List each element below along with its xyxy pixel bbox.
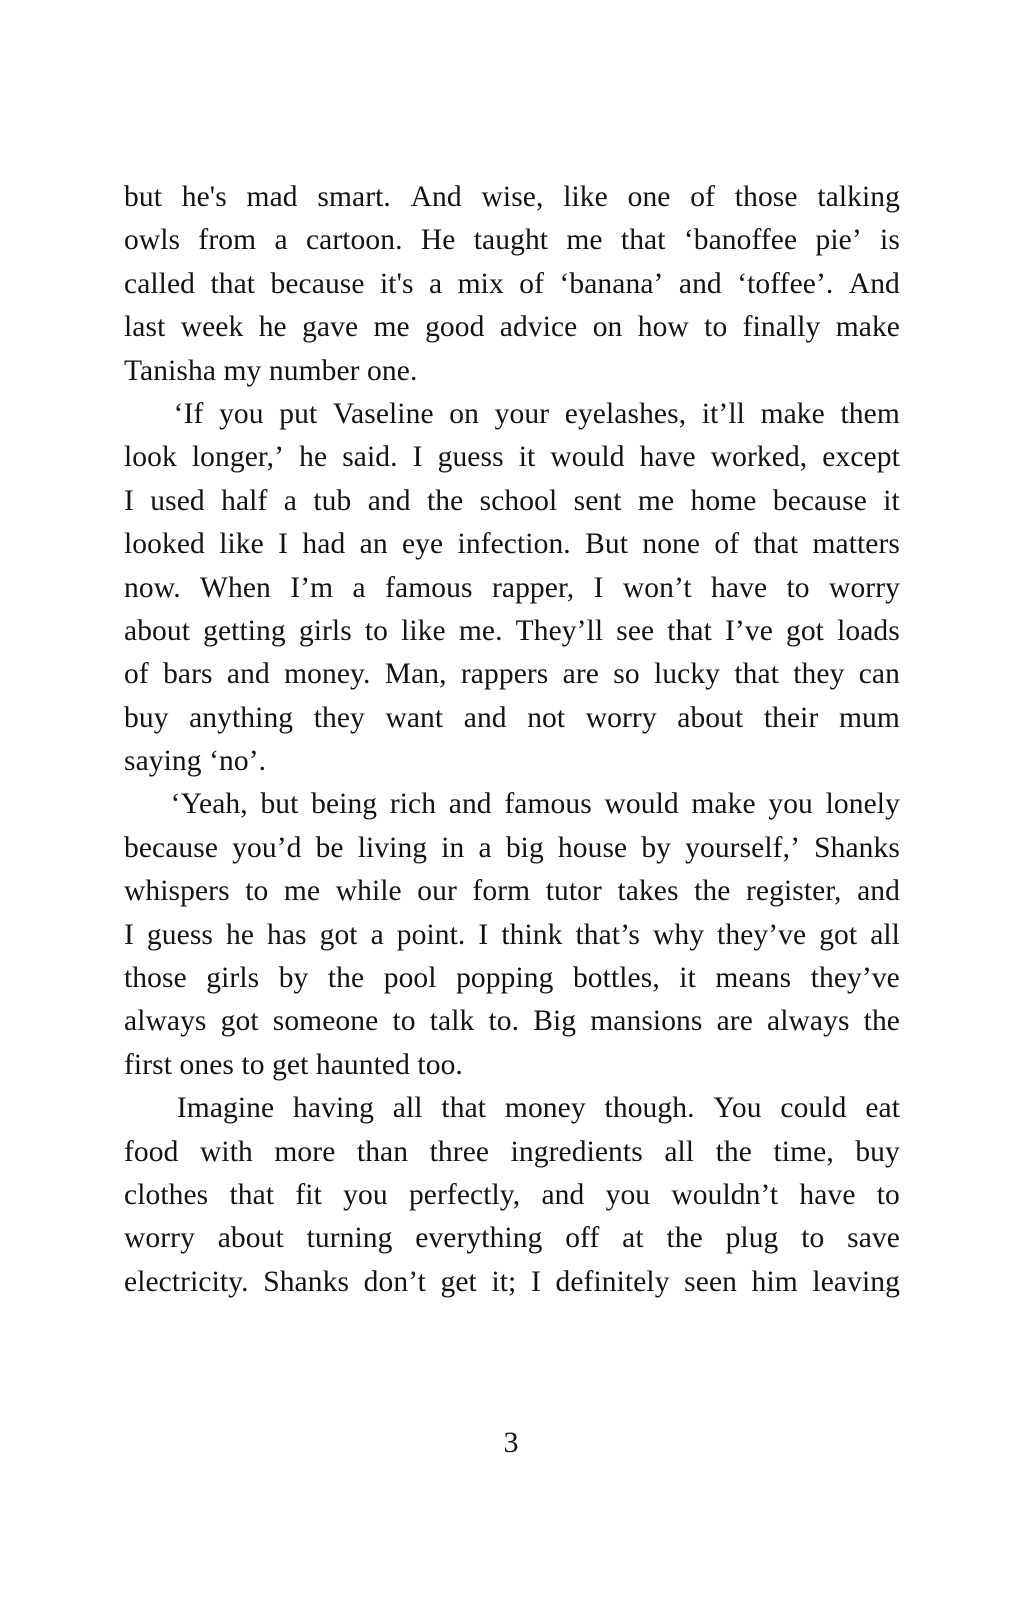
word: bars	[163, 658, 213, 691]
word: money	[504, 1092, 586, 1125]
word: a	[274, 224, 288, 257]
word: pie’	[815, 224, 862, 257]
word: me.	[458, 614, 503, 647]
word: than	[356, 1135, 409, 1168]
text-line	[124, 1000, 900, 1043]
word: matters	[812, 528, 900, 561]
word: whispers	[124, 875, 230, 908]
word: while	[335, 875, 402, 908]
word: last	[124, 311, 166, 344]
word: living	[357, 831, 428, 864]
word: anything	[189, 701, 294, 734]
word: but	[260, 788, 299, 821]
word: Vaseline	[332, 397, 434, 430]
word: Imagine	[176, 1092, 275, 1125]
word: because	[124, 831, 219, 864]
word: perfectly,	[408, 1178, 521, 1211]
word: eat	[865, 1092, 900, 1125]
word: save	[847, 1222, 900, 1255]
word: But	[585, 528, 629, 561]
word: worry	[124, 1222, 195, 1255]
word: and	[448, 788, 492, 821]
word: except	[822, 441, 900, 474]
word: and	[463, 701, 507, 734]
word: You	[713, 1092, 762, 1125]
word: those	[734, 181, 798, 213]
text-line: Tanisha my number one.	[124, 354, 418, 387]
word: everything	[415, 1222, 543, 1255]
word: the	[863, 1005, 900, 1038]
word: smart.	[317, 181, 391, 213]
word: home	[690, 484, 757, 517]
word: rich	[389, 788, 437, 821]
word: to	[801, 1222, 825, 1255]
word: being	[311, 788, 378, 821]
word: guess	[146, 918, 213, 951]
word: turning	[306, 1222, 393, 1255]
word: mad	[246, 181, 298, 213]
word: all	[664, 1135, 695, 1168]
word: see	[616, 614, 655, 647]
word: eyelashes,	[564, 397, 687, 430]
word: I	[124, 918, 134, 951]
word: I’m	[290, 571, 334, 604]
word: them	[840, 397, 900, 430]
word: I	[530, 1265, 541, 1298]
word: an	[359, 528, 388, 561]
word: would	[604, 788, 679, 821]
word: gave	[302, 311, 359, 344]
word: like	[219, 528, 264, 561]
text-line: saying ‘no’.	[124, 745, 267, 778]
word: loads	[837, 614, 900, 647]
word: to	[364, 614, 389, 647]
text-line	[124, 783, 900, 826]
paragraph-indent	[124, 783, 158, 826]
word: you	[219, 397, 264, 430]
word: he	[225, 918, 255, 951]
word: cartoon.	[305, 224, 403, 257]
word: bottles,	[572, 962, 660, 995]
word: taught	[473, 224, 549, 257]
word: our	[417, 875, 457, 908]
word: worry	[829, 571, 900, 604]
word: is	[880, 224, 900, 257]
word: a	[352, 571, 366, 604]
word: they’ve	[717, 918, 807, 951]
word: guess	[437, 441, 504, 474]
word: look	[124, 441, 177, 474]
word: ‘banoffee	[683, 224, 798, 257]
word: Big	[533, 1005, 577, 1038]
word: owls	[124, 224, 181, 257]
text-line	[124, 697, 900, 740]
word: ‘Yeah,	[170, 788, 248, 821]
text-line	[124, 1174, 900, 1217]
word: of	[714, 528, 740, 561]
word: plug	[725, 1222, 779, 1255]
word: I	[412, 441, 423, 474]
word: Shanks	[263, 1265, 350, 1298]
text-line	[124, 1217, 900, 1260]
word: week	[180, 311, 244, 344]
word: don’t	[363, 1265, 426, 1298]
text-line	[124, 1131, 900, 1174]
paragraph-indent	[124, 393, 158, 436]
word: longer,’	[191, 441, 285, 474]
word: could	[780, 1092, 847, 1125]
word: all	[870, 918, 900, 951]
word: to	[245, 875, 269, 908]
word: are	[562, 658, 599, 691]
word: said.	[342, 441, 398, 474]
word: it's	[380, 267, 414, 300]
word: takes	[617, 875, 679, 908]
text-line	[124, 306, 900, 349]
text-line	[124, 176, 900, 219]
word: yourself,’	[685, 831, 800, 864]
text-line	[124, 393, 900, 436]
word: finally	[742, 311, 821, 344]
word: definitely	[555, 1265, 670, 1298]
word: getting	[203, 614, 286, 647]
word: to	[876, 1178, 900, 1211]
word: famous	[385, 571, 473, 604]
word: I’ve	[725, 614, 773, 647]
word: form	[472, 875, 531, 908]
word: in	[441, 831, 465, 864]
text-line: first ones to get haunted too.	[124, 1048, 463, 1081]
word: someone	[272, 1005, 379, 1038]
word: on	[449, 397, 479, 430]
word: me	[566, 224, 603, 257]
word: mansions	[590, 1005, 703, 1038]
word: popping	[456, 962, 554, 995]
word: they	[313, 701, 365, 734]
word: And	[410, 181, 462, 213]
word: got	[785, 614, 824, 647]
word: more	[274, 1135, 336, 1168]
word: and	[541, 1178, 585, 1211]
word: he	[258, 311, 287, 344]
word: but	[124, 181, 162, 213]
word: make	[691, 788, 756, 821]
text-line	[124, 653, 900, 696]
word: off	[565, 1222, 600, 1255]
word: talking	[817, 181, 900, 213]
word: tutor	[545, 875, 602, 908]
word: tub	[313, 484, 352, 517]
word: they’ve	[810, 962, 900, 995]
word: worry	[585, 701, 657, 734]
word: that	[210, 267, 256, 300]
word: have	[639, 441, 696, 474]
word: girls	[298, 614, 352, 647]
word: always	[767, 1005, 850, 1038]
word: ingredients	[510, 1135, 643, 1168]
word: got	[319, 918, 358, 951]
word: a	[370, 918, 384, 951]
word: about	[124, 614, 191, 647]
word: me	[373, 311, 410, 344]
word: having	[293, 1092, 374, 1125]
word: me	[283, 875, 321, 908]
word: means	[715, 962, 792, 995]
word: that	[441, 1092, 487, 1125]
text-line	[124, 610, 900, 653]
word: buy	[124, 701, 169, 734]
word: and	[226, 658, 270, 691]
word: I	[278, 528, 289, 561]
word: from	[198, 224, 257, 257]
word: of	[690, 181, 716, 213]
word: girls	[206, 962, 260, 995]
word: and	[367, 484, 411, 517]
text-line	[124, 263, 900, 306]
word: with	[200, 1135, 253, 1168]
word: big	[505, 831, 544, 864]
word: got	[819, 918, 858, 951]
word: make	[835, 311, 900, 344]
word: how	[637, 311, 689, 344]
word: that	[734, 658, 779, 691]
word: that	[667, 614, 712, 647]
word: all	[392, 1092, 423, 1125]
word: electricity.	[124, 1265, 249, 1298]
word: money.	[284, 658, 371, 691]
word: When	[200, 571, 271, 604]
text-line	[124, 480, 900, 523]
word: called	[124, 267, 196, 300]
word: rapper,	[491, 571, 575, 604]
word: pool	[383, 962, 437, 995]
word: of	[519, 267, 545, 300]
word: that	[753, 528, 799, 561]
word: fit	[295, 1178, 322, 1211]
text-line	[124, 567, 900, 610]
word: And	[848, 267, 900, 300]
word: rappers	[460, 658, 549, 691]
word: about	[217, 1222, 284, 1255]
word: want	[385, 701, 444, 734]
word: the	[426, 484, 464, 517]
word: to.	[488, 1005, 520, 1038]
word: I	[478, 918, 489, 951]
word: three	[429, 1135, 490, 1168]
word: to	[786, 571, 810, 604]
text-line	[124, 957, 900, 1000]
word: it	[883, 484, 900, 517]
word: seen	[684, 1265, 737, 1298]
word: those	[124, 962, 187, 995]
word: though.	[604, 1092, 695, 1125]
word: why	[652, 918, 705, 951]
word: to	[704, 311, 728, 344]
word: point.	[396, 918, 466, 951]
word: lonely	[825, 788, 900, 821]
word: a	[283, 484, 297, 517]
word: the	[327, 962, 365, 995]
word: not	[527, 701, 566, 734]
word: looked	[124, 528, 205, 561]
word: you	[605, 1178, 651, 1211]
word: ‘banana’	[559, 267, 664, 300]
page-text-block	[124, 176, 900, 1304]
word: of	[124, 658, 149, 691]
word: had	[302, 528, 346, 561]
word: house	[557, 831, 628, 864]
word: clothes	[124, 1178, 209, 1211]
word: used	[150, 484, 205, 517]
word: infection.	[457, 528, 571, 561]
word: I	[593, 571, 604, 604]
word: by	[641, 831, 672, 864]
word: get	[440, 1265, 477, 1298]
word: now.	[124, 571, 181, 604]
word: would	[550, 441, 625, 474]
word: one	[627, 181, 671, 213]
word: Shanks	[814, 831, 900, 864]
word: ‘toffee’.	[737, 267, 834, 300]
word: it’ll	[701, 397, 745, 430]
word: you	[343, 1178, 388, 1211]
text-line	[124, 436, 900, 479]
word: he	[299, 441, 328, 474]
word: make	[760, 397, 825, 430]
word: always	[124, 1005, 207, 1038]
word: time,	[773, 1135, 834, 1168]
word: by	[278, 962, 309, 995]
word: they	[793, 658, 845, 691]
word: Man,	[384, 658, 447, 691]
paragraph	[124, 1087, 900, 1304]
word: your	[494, 397, 550, 430]
word: it	[679, 962, 696, 995]
word: him	[751, 1265, 798, 1298]
word: the	[694, 875, 731, 908]
word: school	[479, 484, 558, 517]
word: talk	[429, 1005, 475, 1038]
paragraph-indent	[124, 1087, 158, 1130]
word: so	[613, 658, 640, 691]
word: to	[392, 1005, 416, 1038]
word: about	[677, 701, 744, 734]
word: ‘If	[173, 397, 204, 430]
word: eye	[401, 528, 444, 561]
word: wise,	[481, 181, 544, 213]
word: put	[279, 397, 318, 430]
word: good	[425, 311, 485, 344]
word: half	[221, 484, 268, 517]
word: has	[267, 918, 307, 951]
word: he's	[181, 181, 227, 213]
word: like	[401, 614, 446, 647]
word: buy	[855, 1135, 900, 1168]
word: because	[270, 267, 365, 300]
word: a	[478, 831, 492, 864]
word: register,	[745, 875, 842, 908]
word: can	[858, 658, 900, 691]
word: mum	[838, 701, 900, 734]
text-line	[124, 1261, 900, 1304]
text-line	[124, 1087, 900, 1130]
text-line	[124, 827, 900, 870]
paragraph	[124, 176, 900, 393]
word: me	[637, 484, 675, 517]
word: lucky	[653, 658, 721, 691]
word: leaving	[812, 1265, 900, 1298]
text-line	[124, 219, 900, 262]
word: that	[229, 1178, 275, 1211]
text-line	[124, 523, 900, 566]
word: at	[622, 1222, 644, 1255]
word: think	[501, 918, 563, 951]
word: the	[666, 1222, 703, 1255]
word: that	[620, 224, 666, 257]
word: food	[124, 1135, 179, 1168]
word: sent	[573, 484, 622, 517]
word: have	[799, 1178, 856, 1211]
word: like	[563, 181, 608, 213]
word: They’ll	[515, 614, 604, 647]
word: none	[642, 528, 701, 561]
word: worked,	[710, 441, 808, 474]
page-number: 3	[503, 1426, 519, 1459]
word: on	[592, 311, 623, 344]
word: you	[768, 788, 813, 821]
word: you’d	[232, 831, 302, 864]
word: wouldn’t	[671, 1178, 779, 1211]
word: I	[124, 484, 134, 517]
word: that’s	[575, 918, 640, 951]
word: have	[711, 571, 768, 604]
word: it	[518, 441, 536, 474]
word: He	[420, 224, 456, 257]
word: famous	[504, 788, 592, 821]
word: advice	[499, 311, 578, 344]
word: the	[715, 1135, 752, 1168]
word: and	[678, 267, 722, 300]
word: won’t	[622, 571, 692, 604]
word: their	[763, 701, 819, 734]
word: it;	[491, 1265, 517, 1298]
word: mix	[457, 267, 504, 300]
paragraph	[124, 783, 900, 1087]
text-line	[124, 870, 900, 913]
word: got	[220, 1005, 259, 1038]
word: be	[315, 831, 344, 864]
word: and	[857, 875, 900, 908]
word: because	[772, 484, 867, 517]
paragraph	[124, 393, 900, 784]
word: are	[716, 1005, 753, 1038]
text-line	[124, 914, 900, 957]
word: a	[429, 267, 443, 300]
